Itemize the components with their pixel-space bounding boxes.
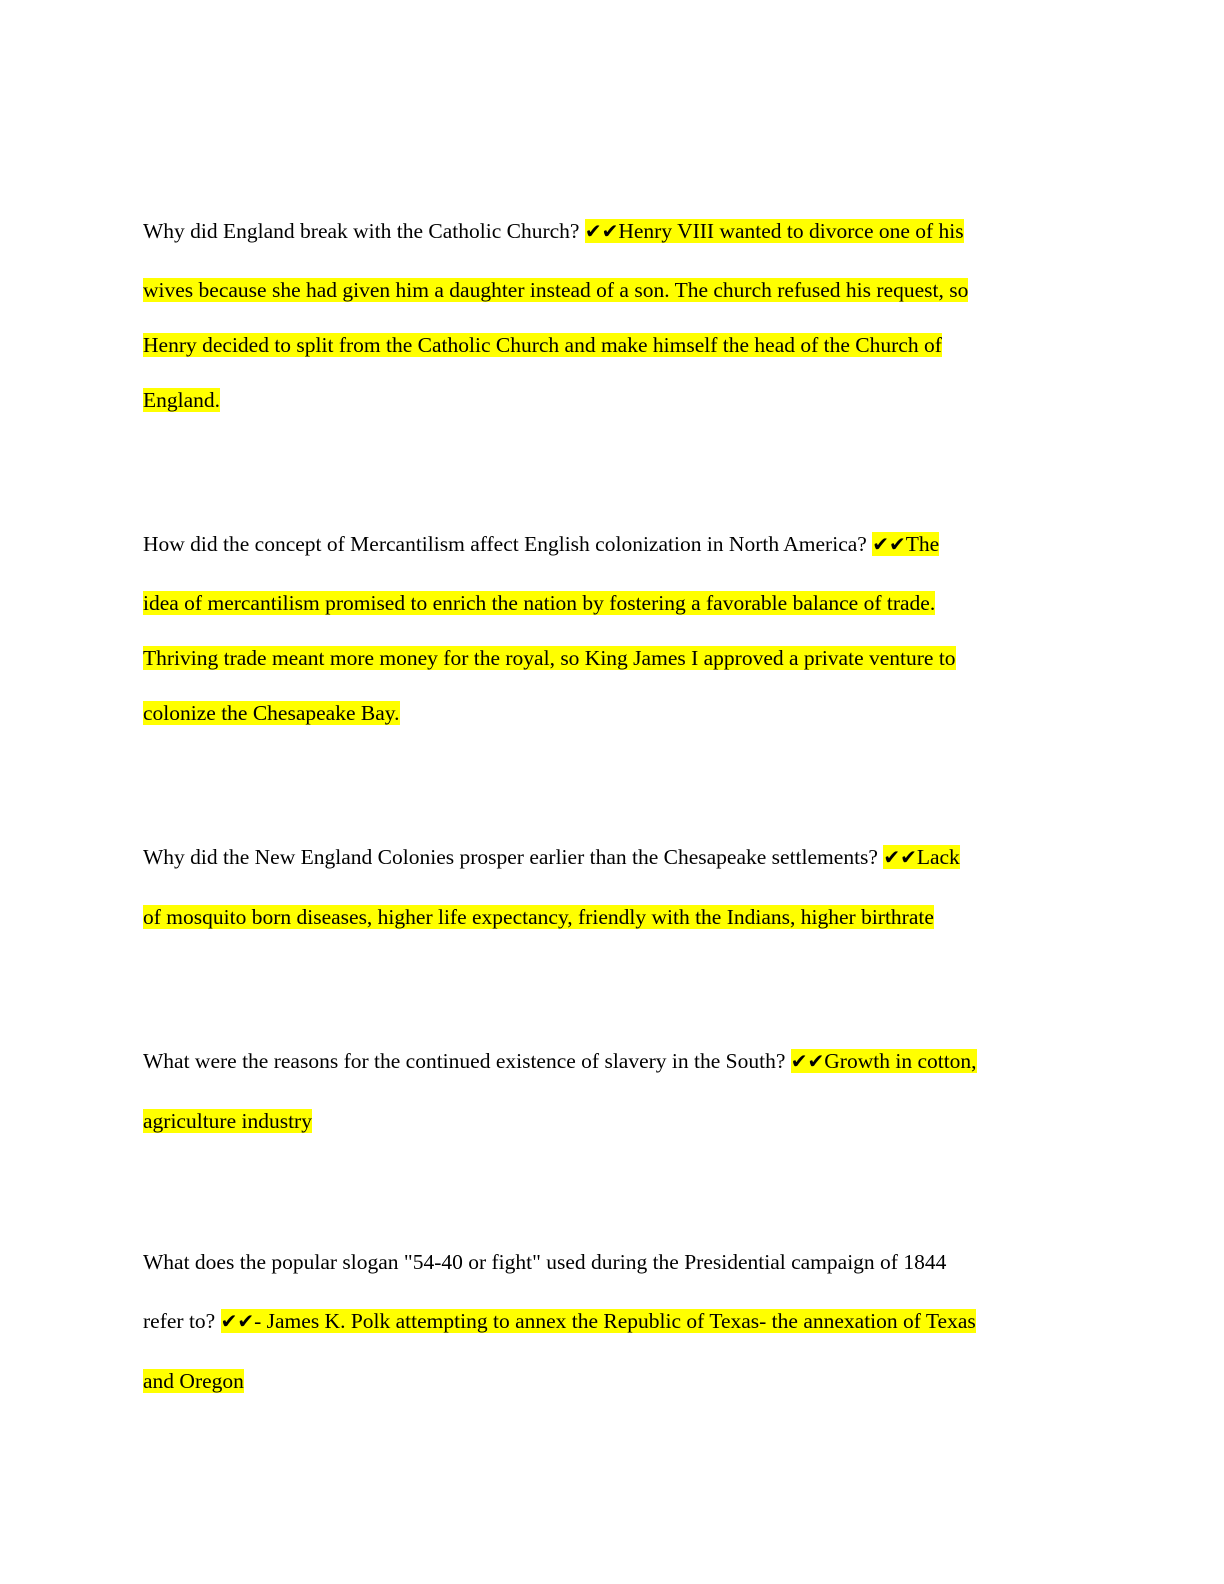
answer-text: Thriving trade meant more money for the royal, so King James I approved a private venture to [143, 646, 956, 670]
answer-text: Growth in cotton, [824, 1049, 977, 1073]
answer-text: wives because she had given him a daughter instead of a son. The church refused his request, so [143, 278, 969, 302]
answer-text: colonize the Chesapeake Bay. [143, 701, 400, 725]
answer-text: idea of mercantilism promised to enrich the nation by fostering a favorable balance of trade. [143, 591, 936, 615]
question-text: Why did England break with the Catholic Church? [143, 219, 585, 243]
qa-line [143, 841, 960, 873]
qa-line [143, 901, 934, 933]
answer-text: - James K. Polk attempting to annex the Republic of Texas- the annexation of Texas [254, 1309, 976, 1333]
check-mark-icon: ✔✔ [872, 532, 906, 556]
question-text: What does the popular slogan "54-40 or fight" used during the Presidential campaign of 1844 [143, 1250, 947, 1274]
qa-line [143, 1105, 312, 1137]
qa-line [143, 1365, 244, 1397]
answer-text: England. [143, 388, 221, 412]
question-text: How did the concept of Mercantilism affect English colonization in North America? [143, 532, 873, 556]
question-text: refer to? [143, 1309, 221, 1333]
qa-line [143, 329, 942, 361]
check-mark-icon: ✔✔ [584, 219, 619, 243]
question-text: What were the reasons for the continued existence of slavery in the South? [143, 1049, 791, 1073]
answer-text: Lack [916, 845, 960, 869]
check-mark-icon: ✔✔ [883, 845, 917, 869]
qa-line [143, 1305, 976, 1337]
answer-text: Henry VIII wanted to divorce one of his [618, 219, 964, 243]
qa-line [143, 697, 400, 729]
qa-line [143, 587, 935, 619]
answer-text: agriculture industry [143, 1109, 312, 1133]
qa-line [143, 1045, 977, 1077]
answer-text: The [905, 532, 940, 556]
answer-text: Henry decided to split from the Catholic Church and make himself the head of the Church of [143, 333, 942, 357]
qa-line [143, 1246, 946, 1278]
question-text: Why did the New England Colonies prosper earlier than the Chesapeake settlements? [143, 845, 884, 869]
qa-line [143, 384, 220, 416]
check-mark-icon: ✔✔ [790, 1049, 825, 1073]
answer-text: and Oregon [143, 1369, 244, 1393]
qa-line [143, 274, 968, 306]
check-mark-icon: ✔✔ [220, 1309, 255, 1333]
answer-highlight [585, 219, 964, 243]
qa-line [143, 642, 956, 674]
answer-highlight [791, 1049, 977, 1073]
qa-line [143, 215, 964, 247]
qa-line [143, 528, 939, 560]
answer-text: of mosquito born diseases, higher life expectancy, friendly with the Indians, higher birthrate [143, 905, 934, 929]
answer-highlight [221, 1309, 976, 1333]
answer-highlight [883, 845, 959, 869]
answer-highlight [872, 532, 939, 556]
